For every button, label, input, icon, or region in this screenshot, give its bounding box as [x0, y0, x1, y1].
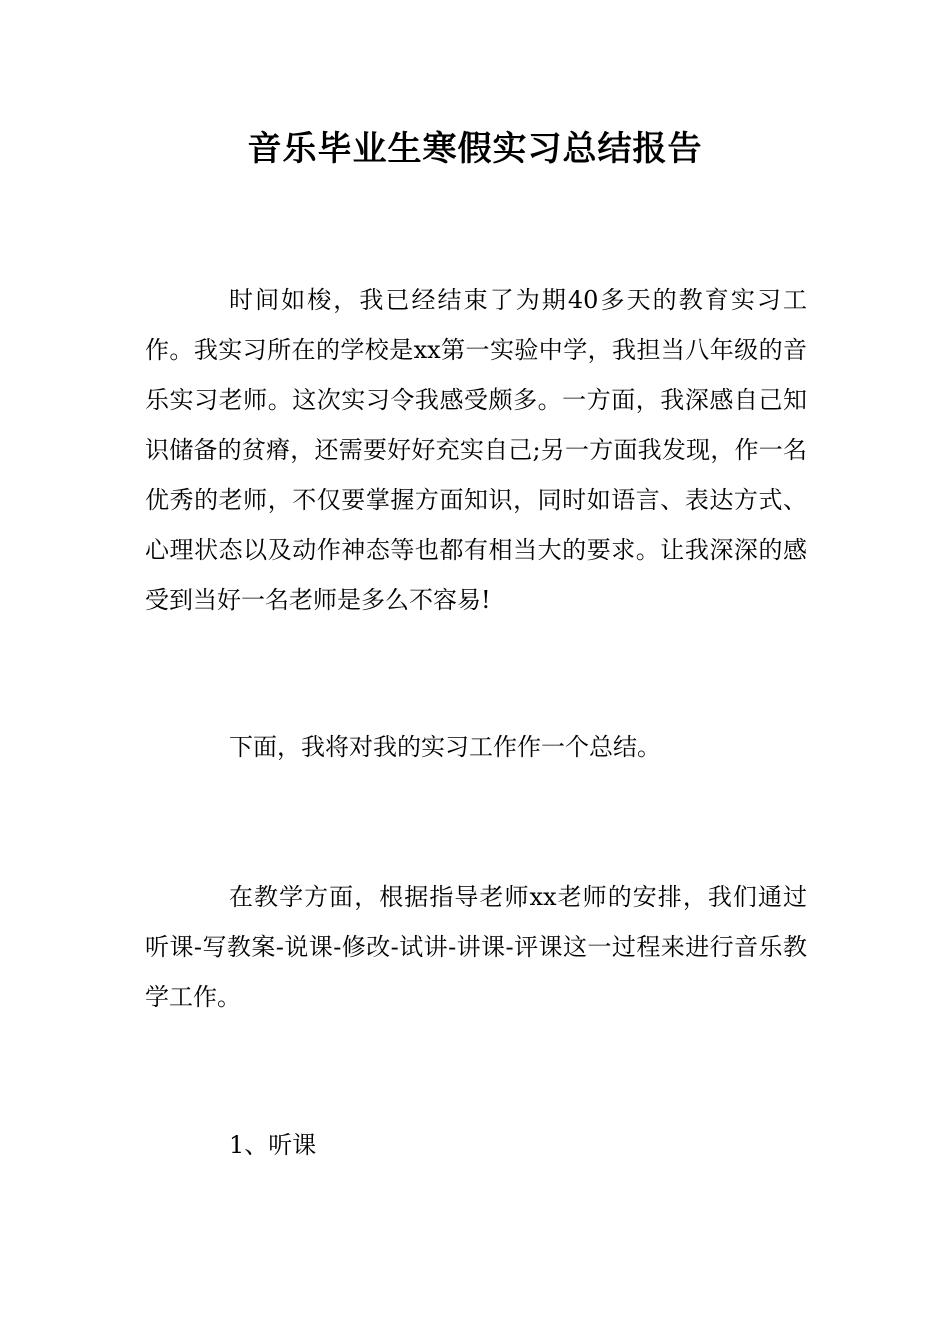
paragraph-summary-lead: 下面，我将对我的实习工作作一个总结。 — [229, 733, 661, 761]
section-heading-listening: 1、听课 — [229, 1131, 317, 1159]
paragraph-intro: 时间如梭，我已经结束了为期40多天的教育实习工作。我实习所在的学校是xx第一实验中学，我担当八年级的音乐实习老师。这次实习令我感受颇多。一方面，我深感自己知识储备的贫瘠，还需要好好充实自己;另一方面我发现，作一名优秀的老师，不仅要掌握方面知识，同时如语言、表达方式、心理状态以及动作神态等也都有相当大的要求。让我深深的感受到当好一名老师是多么不容易! — [145, 286, 807, 614]
paragraph-teaching: 在教学方面，根据指导老师xx老师的安排，我们通过听课-写教案-说课-修改-试讲-讲课-评课这一过程来进行音乐教学工作。 — [145, 883, 807, 1011]
document-title: 音乐毕业生寒假实习总结报告 — [247, 129, 703, 169]
